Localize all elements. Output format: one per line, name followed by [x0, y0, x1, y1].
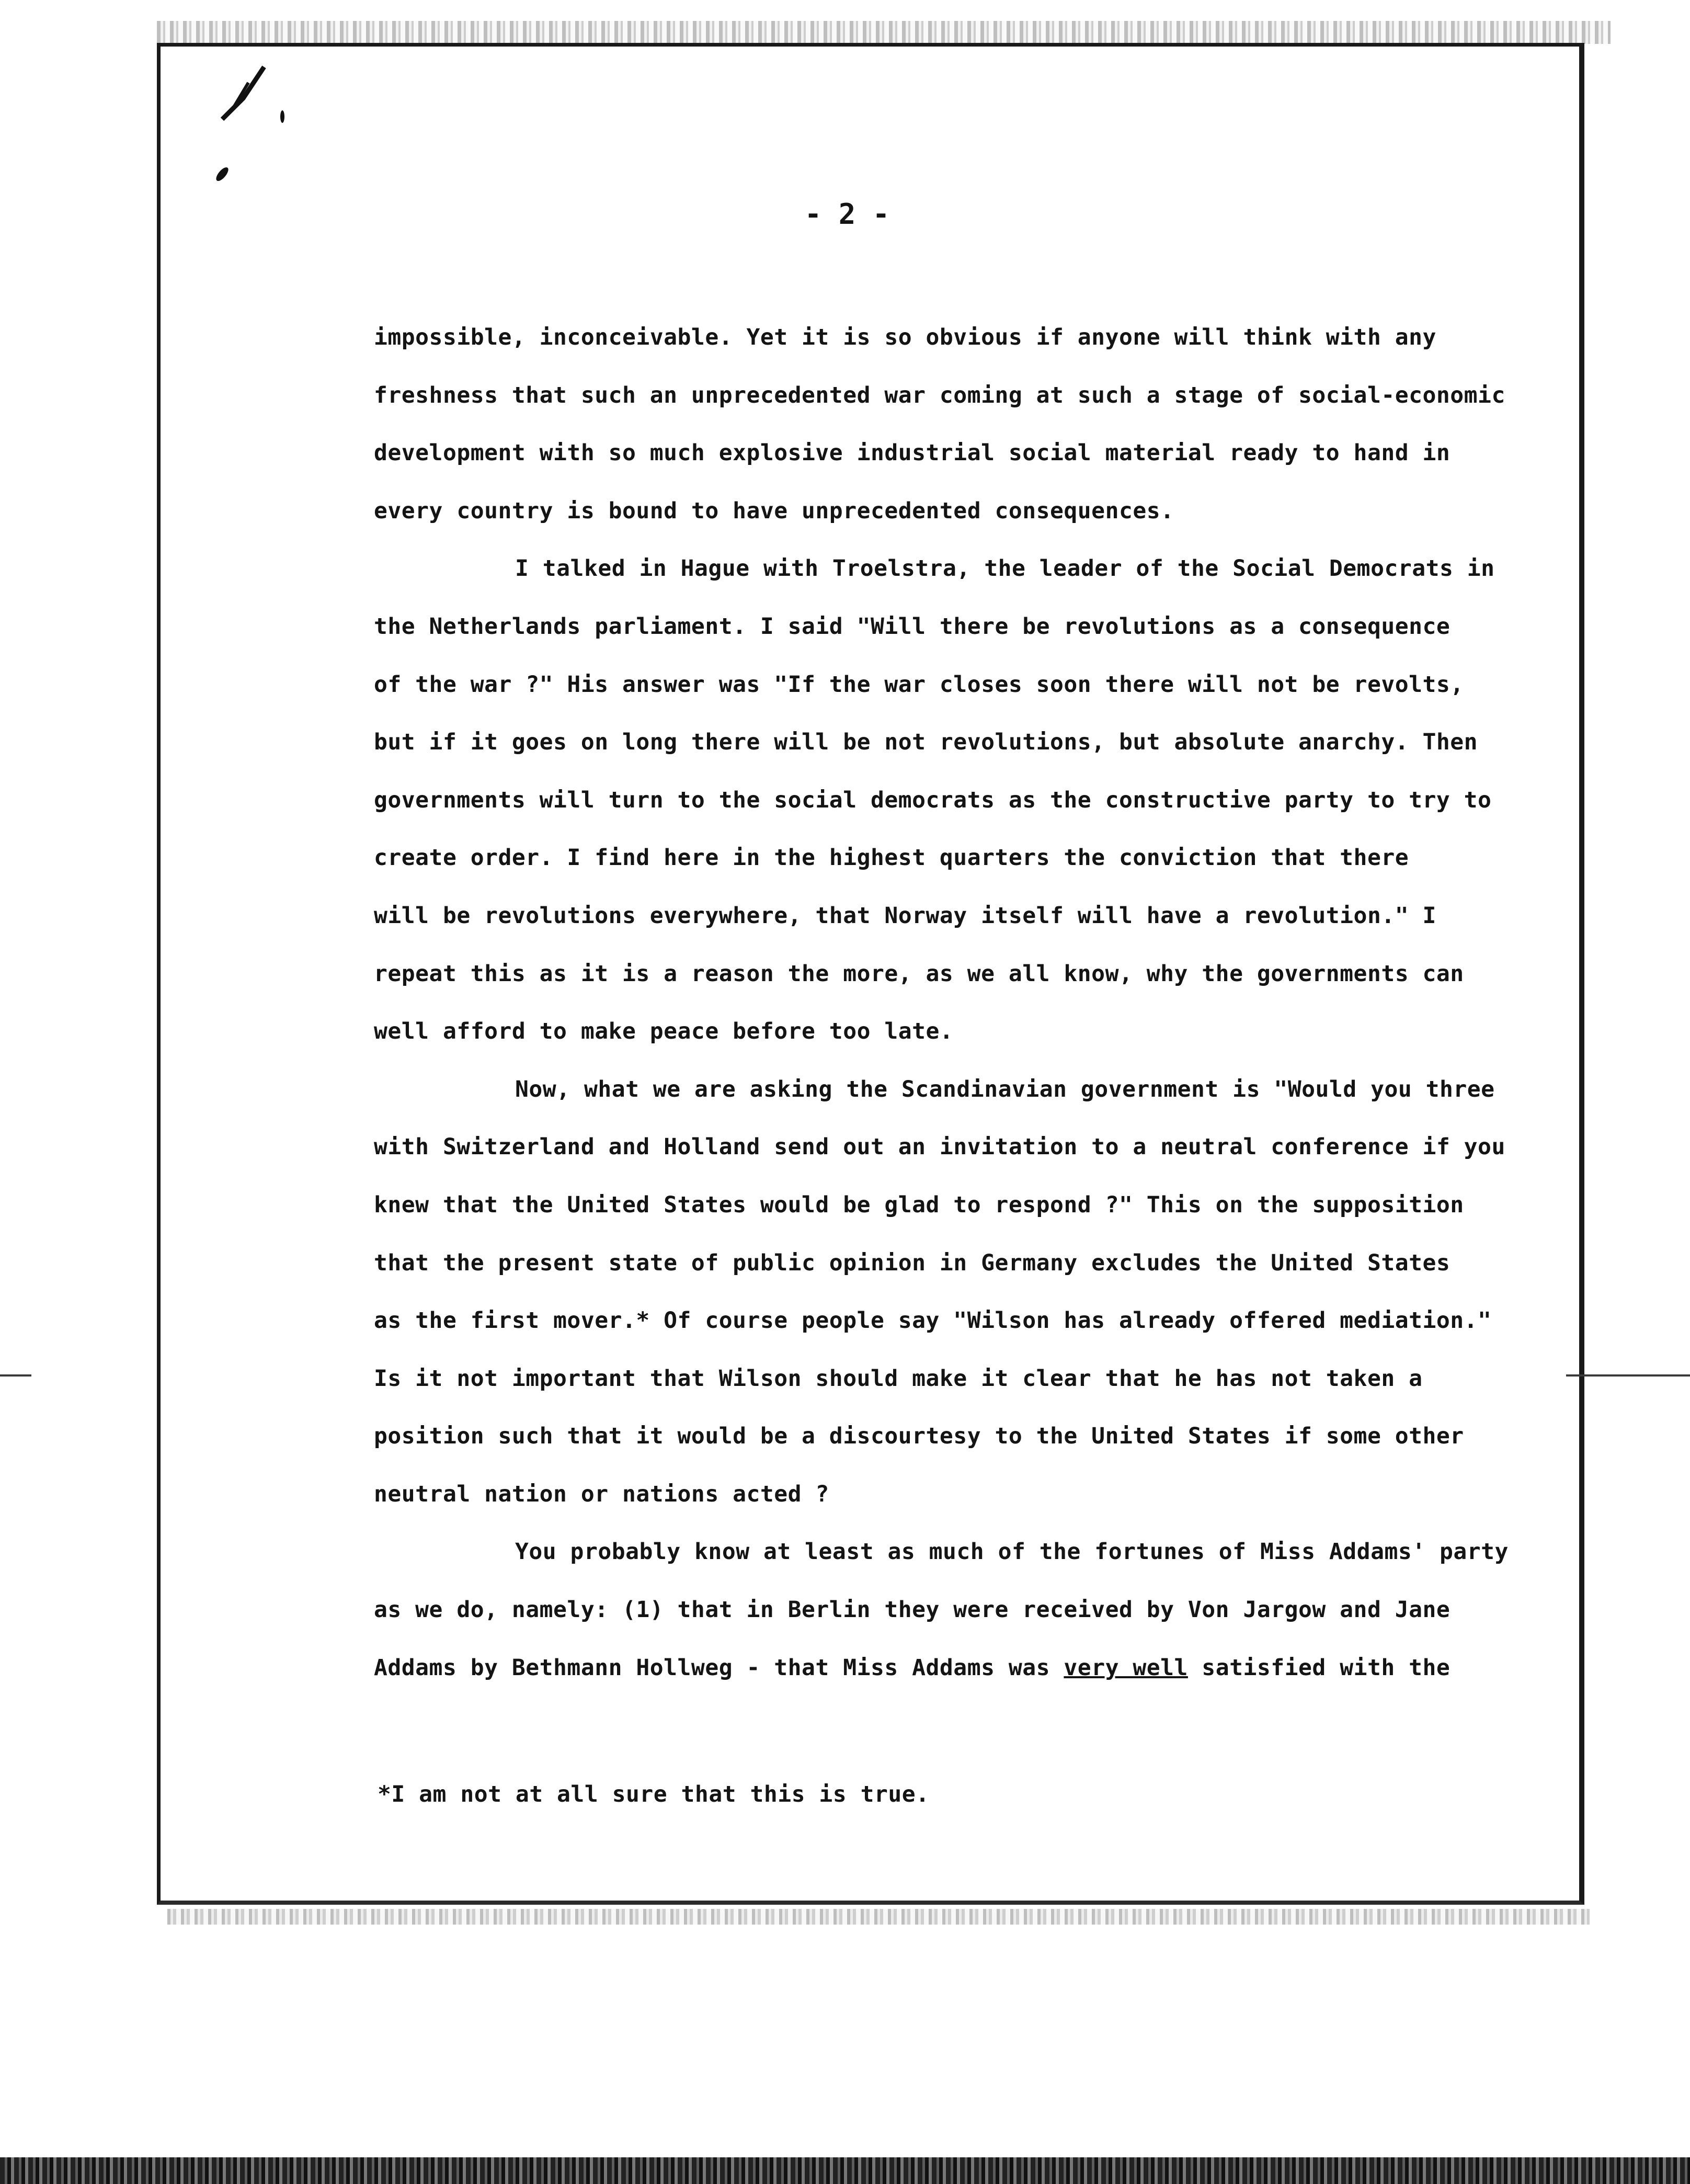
text-line: with Switzerland and Holland send out an invitation to a neutral conference if you: [374, 1134, 1505, 1161]
text-line: knew that the United States would be glad to respond ?" This on the supposition: [374, 1191, 1464, 1218]
page-number: - 2 -: [804, 198, 890, 231]
text-line: impossible, inconceivable. Yet it is so obvious if anyone will think with any: [374, 324, 1436, 350]
text-line: as the first mover.* Of course people say "Wilson has already offered mediation.": [374, 1307, 1492, 1334]
text-line: the Netherlands parliament. I said "Will there be revolutions as a consequence: [374, 613, 1451, 640]
text-line: of the war ?" His answer was "If the war closes soon there will not be revolts,: [374, 671, 1464, 698]
letter-body: [374, 309, 1529, 1697]
text-line: as we do, namely: (1) that in Berlin they were received by Von Jargow and Jane: [374, 1597, 1451, 1623]
right-margin-tick: [1566, 1374, 1690, 1377]
paragraph-first-line: I talked in Hague with Troelstra, the leader of the Social Democrats in: [515, 555, 1495, 582]
text-line: neutral nation or nations acted ?: [374, 1481, 829, 1507]
text-line: well afford to make peace before too late.: [374, 1018, 954, 1045]
paragraph-first-line: Now, what we are asking the Scandinavian government is "Would you three: [515, 1076, 1495, 1102]
scan-edge-top: [157, 21, 1611, 44]
text-line: will be revolutions everywhere, that Norway itself will have a revolution." I: [374, 902, 1436, 929]
scan-edge-floor: [0, 2157, 1690, 2184]
text-line: create order. I find here in the highest quarters the conviction that there: [374, 845, 1409, 871]
text-line: position such that it would be a discourtesy to the United States if some other: [374, 1423, 1464, 1450]
text-line: but if it goes on long there will be not revolutions, but absolute anarchy. Then: [374, 729, 1478, 756]
text-line: that the present state of public opinion in Germany excludes the United States: [374, 1249, 1451, 1276]
text-line: development with so much explosive industrial social material ready to hand in: [374, 440, 1451, 467]
underlined-phrase: very well: [1064, 1654, 1188, 1681]
text-line-with-underline: [374, 1639, 1529, 1697]
text-line: governments will turn to the social democrats as the constructive party to try to: [374, 787, 1492, 813]
text-line: every country is bound to have unprecedented consequences.: [374, 497, 1174, 524]
text-fragment: satisfied with the: [1187, 1654, 1451, 1681]
text-line: repeat this as it is a reason the more, as we all know, why the governments can: [374, 960, 1464, 987]
handwritten-corner-mark: [212, 62, 290, 192]
scan-edge-bottom: [167, 1909, 1590, 1925]
text-line: Is it not important that Wilson should make it clear that he has not taken a: [374, 1365, 1423, 1392]
text-line: freshness that such an unprecedented war coming at such a stage of social-economic: [374, 382, 1505, 408]
left-margin-tick: [0, 1374, 31, 1377]
text-fragment: Addams by Bethmann Hollweg - that Miss Addams was: [374, 1654, 1064, 1681]
paragraph-first-line: You probably know at least as much of the fortunes of Miss Addams' party: [515, 1539, 1509, 1565]
footnote: *I am not at all sure that this is true.: [378, 1781, 930, 1807]
